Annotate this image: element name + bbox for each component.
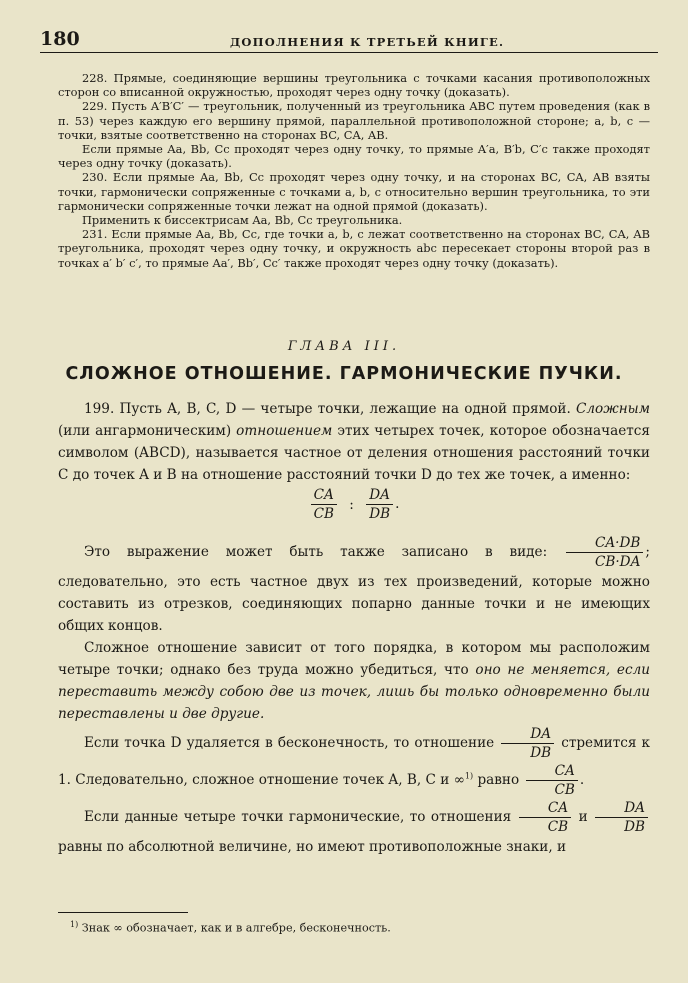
fraction-products: $\frac{CA\cdot DB}{CB\cdot DA}$ bbox=[566, 534, 643, 571]
chapter-title: СЛОЖНОЕ ОТНОШЕНИЕ. ГАРМОНИЧЕСКИЕ ПУЧКИ. bbox=[65, 364, 623, 384]
fraction-ca-cb-inline: $\frac{CA}{CB}$ bbox=[526, 762, 578, 799]
footnote-reference: 1) bbox=[464, 771, 474, 781]
footnote-text: Знак ∞ обозначает, как и в алгебре, бесконечность. bbox=[78, 921, 391, 935]
fraction-da-db: $\frac{DA}{DB}$ bbox=[366, 486, 393, 523]
division-sign: : bbox=[349, 496, 354, 513]
main-text bbox=[58, 398, 650, 858]
paragraph-harmonic: Если данные четыре точки гармонические, то отношения $\frac{CA}{CB}$ и $\frac{DA}{DB}$ равны по абсолютной величине, но имеют противоположные знаки, и bbox=[58, 799, 650, 858]
exercises-block bbox=[58, 71, 650, 270]
exercise-229-continued: Если прямые Aa, Bb, Cc проходят через одну точку, то прямые A′a, B′b, C′c также проходят через одну точку (доказать). bbox=[58, 142, 650, 171]
fraction-ca-cb: $\frac{CA}{CB}$ bbox=[311, 486, 337, 523]
chapter-label: ГЛАВА III. bbox=[287, 339, 401, 354]
term-complex-ratio: Сложным bbox=[576, 401, 650, 417]
page-number: 180 bbox=[40, 28, 80, 50]
paragraph-order: Сложное отношение зависит от того порядка, в котором мы расположим четыре точки; однако без труда можно убедиться, что оно не меняется, если переставить между собою две из точек, лишь бы только одновременно были переставлены и две другие. bbox=[58, 640, 650, 722]
exercise-230-note: Применить к биссектрисам Aa, Bb, Cc треугольника. bbox=[82, 213, 403, 228]
theorem-statement: оно не меняется, если переставить между собою две из точек, лишь бы только одновременно были переставлены и две другие. bbox=[58, 662, 650, 722]
paragraph-infinity: Если точка D удаляется в бесконечность, то отношение $\frac{DA}{DB}$ стремится к 1. Следовательно, сложное отношение точек A, B, C и ∞$^{1)}$ равно $\frac{CA}{CB}$ . bbox=[58, 726, 650, 798]
formula-cross-ratio: $\frac{CA}{CB}$ : $\frac{DA}{DB}$ . bbox=[58, 486, 650, 534]
term-ratio: отношением bbox=[236, 423, 333, 439]
fraction-da-db-harmonic: $\frac{DA}{DB}$ bbox=[595, 799, 648, 836]
fraction-ca-cb-harmonic: $\frac{CA}{CB}$ bbox=[519, 799, 571, 836]
running-title: ДОПОЛНЕНИЯ К ТРЕТЬЕЙ КНИГЕ. bbox=[230, 35, 505, 49]
exercise-229: 229. Пусть A′B′C′ — треугольник, полученный из треугольника ABC путем проведения (как в п. 53) через каждую его вершину прямой, параллельной противоположной стороне; a, b, c — точки, взятые соответственно на сторонах BC, CA, AB. bbox=[58, 99, 650, 142]
fraction-da-db-inline: $\frac{DA}{DB}$ bbox=[501, 725, 554, 762]
exercise-230: 230. Если прямые Aa, Bb, Cc проходят через одну точку, и на сторонах BC, CA, AB взяты точки, гармонически сопряженные с точками a, b, c относительно вершин треугольника, то эти гармонически сопряженные точки лежат на одной прямой (доказать). bbox=[58, 170, 650, 213]
exercise-231: 231. Если прямые Aa, Bb, Cc, где точки a, b, c лежат соответственно на сторонах BC, CA, AB треугольника, проходят через одну точку, и окружность abc пересекает стороны второй раз в точках a′ b′ c′, то прямые Aa′, Bb′, Cc′ также проходят через одну точку (доказать). bbox=[58, 227, 650, 270]
exercise-228: 228. Прямые, соединяющие вершины треугольника с точками касания противоположных сторон со вписанной окружностью, проходят через одну точку (доказать). bbox=[58, 71, 650, 100]
footnote-divider bbox=[58, 912, 188, 913]
page-header bbox=[40, 26, 658, 53]
footnote bbox=[70, 918, 650, 936]
paragraph-199: 199. Пусть A, B, C, D — четыре точки, лежащие на одной прямой. Сложным (или ангармоническим) отношением этих четырех точек, которое обозначается символом (ABCD), называется частное от деления отношения расстояний точки C до точек A и B на отношение расстояний точки D до тех же точек, а именно: bbox=[58, 401, 650, 483]
footnote-mark: 1) bbox=[70, 920, 79, 929]
paragraph-product-form: Это выражение может быть также записано в виде: $\frac{CA\cdot DB}{CB\cdot DA}$ ; следовательно, это есть частное двух из тех произведений, которые можно составить из отрезков, соединяющих попарно данные точки и не имеющих общих концов. bbox=[58, 535, 650, 634]
